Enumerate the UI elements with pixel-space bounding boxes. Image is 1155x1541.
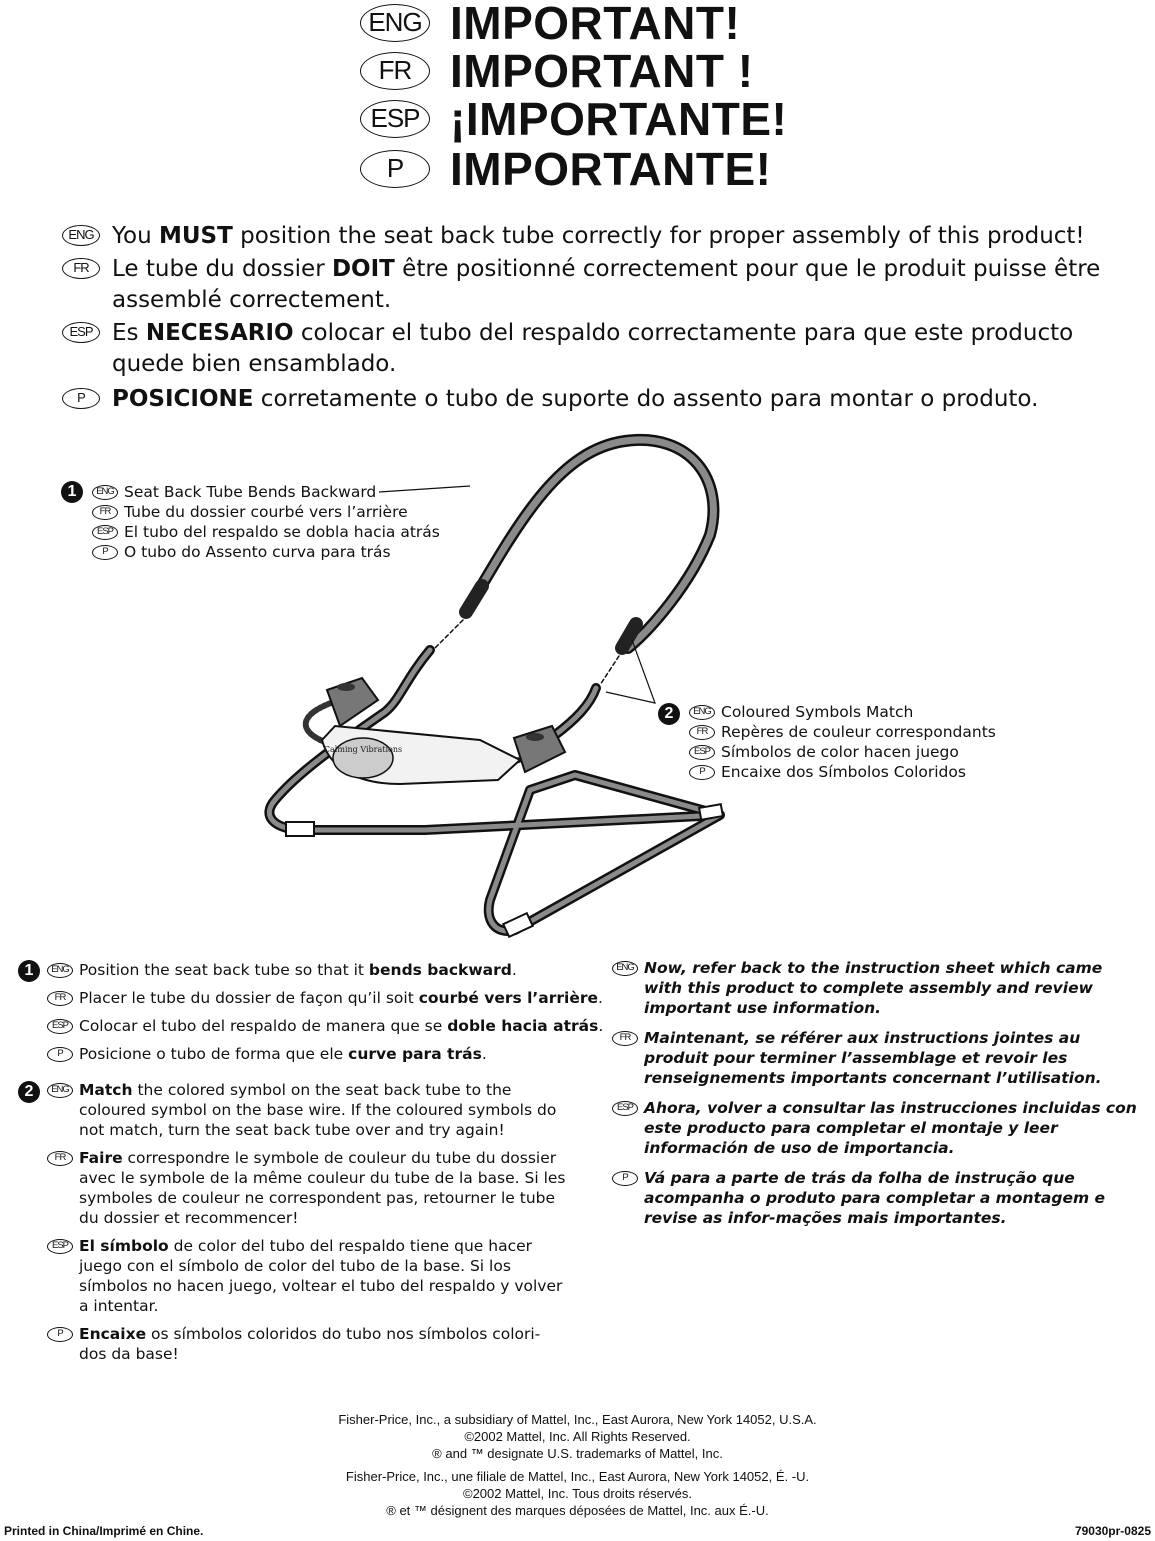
step2-eng: [47, 1080, 567, 1140]
lang-badge-p: P: [47, 1047, 73, 1062]
lang-badge-eng: ENG: [689, 705, 715, 720]
intro-text-bold: NECESARIO: [145, 320, 294, 346]
intro-text-pre: Le tube du dossier: [112, 256, 332, 282]
footer-line: ©2002 Mattel, Inc. Tous droits réservés.: [463, 1486, 692, 1501]
intro-text-pre: Es: [112, 320, 146, 346]
lang-badge-fr: FR: [47, 991, 73, 1006]
foot-cap-right: [699, 804, 723, 820]
callout2-fr: [689, 722, 1019, 742]
header-title: IMPORTANT!: [450, 0, 741, 49]
footer-line: ® et ™ désignent des marques déposées de Mattel, Inc. aux É.-U.: [386, 1503, 769, 1518]
intro-esp: [62, 318, 1122, 380]
insertion-arrow-right: [600, 656, 619, 685]
lang-badge-p: P: [360, 150, 430, 188]
intro-text: [112, 221, 1122, 252]
callout1-eng: [92, 482, 452, 502]
callout2-p-text: Encaixe dos Símbolos Coloridos: [721, 763, 966, 781]
step2-p-bold: Encaixe: [79, 1325, 147, 1343]
lang-badge-fr: FR: [92, 505, 118, 520]
step2-esp-bold: El símbolo: [79, 1237, 169, 1255]
step1-eng-bold: bends backward: [368, 961, 512, 979]
lang-badge-p: P: [689, 765, 715, 780]
header-line-eng: [360, 0, 741, 49]
step1-p-bold: curve para trás: [348, 1045, 482, 1063]
lang-badge-eng: ENG: [47, 963, 73, 978]
step1-p: [47, 1044, 607, 1064]
step1-fr-pre: Placer le tube du dossier de façon qu’il soit: [79, 989, 419, 1007]
intro-text-post: corretamente o tubo de suporte do assento para montar o produto.: [253, 386, 1039, 412]
lang-badge-fr: FR: [612, 1031, 638, 1046]
intro-eng: [62, 221, 1122, 252]
header-title: IMPORTANTE!: [450, 143, 772, 195]
step2-esp: [47, 1236, 567, 1316]
intro-text-post: colocar el tubo del respaldo correctamente para que este producto quede bien ensamblado.: [112, 320, 1074, 377]
lang-badge-eng: ENG: [92, 485, 118, 500]
note-p: [612, 1168, 1142, 1228]
intro-text: [112, 318, 1122, 380]
step1-esp: [47, 1016, 607, 1036]
callout1-number: 1: [61, 481, 83, 503]
lang-badge-fr: FR: [62, 258, 100, 279]
step2-fr: [47, 1148, 567, 1228]
lang-badge-eng: ENG: [62, 225, 100, 246]
callout1-p-text: O tubo do Assento curva para trás: [124, 543, 391, 561]
footer-line: Fisher-Price, Inc., a subsidiary of Mattel, Inc., East Aurora, New York 14052, U.S.A.: [338, 1412, 817, 1427]
lang-badge-esp: ESP: [62, 322, 100, 343]
step1-esp-bold: doble hacia atrás: [447, 1017, 599, 1035]
note-p-text: Vá para a parte de trás da folha de instrução que acompanha o produto para completar a montagem e revise as infor-mações mais importantes.: [644, 1169, 1106, 1227]
lang-badge-fr: FR: [47, 1151, 73, 1166]
hub-right-slot: [526, 733, 544, 741]
callout2-eng-text: Coloured Symbols Match: [721, 703, 914, 721]
intro-text-post: être positionné correctement pour que le produit puisse être assemblé correctement.: [112, 256, 1101, 313]
footer-french: [0, 1468, 1155, 1519]
intro-fr: [62, 254, 1122, 316]
lang-badge-eng: ENG: [612, 961, 638, 976]
intro-text: [112, 384, 1122, 415]
step1-esp-post: .: [598, 1017, 604, 1035]
vibration-dial: [333, 738, 393, 778]
step1-p-post: .: [481, 1045, 487, 1063]
step1-number: 1: [18, 960, 40, 982]
lang-badge-esp: ESP: [47, 1019, 73, 1034]
step2-p: [47, 1324, 567, 1364]
lang-badge-esp: ESP: [689, 745, 715, 760]
intro-text-post: position the seat back tube correctly for proper assembly of this product!: [232, 223, 1085, 249]
callout2-esp: [689, 742, 1019, 762]
lang-badge-fr: FR: [360, 52, 430, 90]
lang-badge-p: P: [92, 545, 118, 560]
step2: [47, 1080, 567, 1372]
step1-esp-pre: Colocar el tubo del respaldo de manera que se: [79, 1017, 448, 1035]
step1-fr-bold: courbé vers l’arrière: [418, 989, 599, 1007]
callout1: [92, 482, 452, 562]
lang-badge-p: P: [62, 388, 100, 409]
footer-english: [0, 1411, 1155, 1462]
step2-p-post: os símbolos coloridos do tubo nos símbolos colori-dos da base!: [79, 1325, 541, 1363]
note-fr: [612, 1028, 1142, 1088]
callout1-esp: [92, 522, 452, 542]
callout1-fr: [92, 502, 452, 522]
intro-text-bold: DOIT: [331, 256, 395, 282]
callout2-eng: [689, 702, 1019, 722]
callout1-fr-text: Tube du dossier courbé vers l’arrière: [124, 503, 408, 521]
callout1-p: [92, 542, 452, 562]
header-title: IMPORTANT !: [450, 45, 754, 97]
lang-badge-esp: ESP: [360, 100, 430, 138]
hub-left-slot: [337, 683, 355, 691]
lang-badge-esp: ESP: [47, 1239, 73, 1254]
lang-badge-fr: FR: [689, 725, 715, 740]
header-line-fr: [360, 45, 754, 97]
intro-text-bold: POSICIONE: [112, 386, 254, 412]
step2-eng-post: the colored symbol on the seat back tube to the coloured symbol on the base wire. If the coloured symbols do not match, turn the seat back tube over and try again!: [79, 1081, 557, 1139]
step1-fr-post: .: [598, 989, 603, 1007]
lang-badge-p: P: [612, 1171, 638, 1186]
lang-badge-eng: ENG: [360, 4, 430, 42]
step1-eng-pre: Position the seat back tube so that it: [79, 961, 369, 979]
header-line-p: [360, 143, 772, 195]
document-code: 79030pr-0825: [1074, 1524, 1151, 1538]
note-esp-text: Ahora, volver a consultar las instrucciones incluidas con este producto para completar el montaje y leer información de uso de importancia.: [644, 1099, 1137, 1157]
footer-line: ©2002 Mattel, Inc. All Rights Reserved.: [464, 1429, 691, 1444]
intro-p: [62, 384, 1122, 415]
note-esp: [612, 1098, 1142, 1158]
foot-cap-bottom: [503, 913, 532, 937]
note-eng-text: Now, refer back to the instruction sheet which came with this product to complete assembly and review important use information.: [644, 959, 1103, 1017]
tube-end-left: [466, 586, 482, 612]
note-eng: [612, 958, 1142, 1018]
callout1-esp-text: El tubo del respaldo se dobla hacia atrás: [124, 523, 440, 541]
step2-number: 2: [18, 1081, 40, 1103]
note-fr-text: Maintenant, se référer aux instructions jointes au produit pour terminer l’assemblage et revoir les renseignements importants concernant l’utilisation.: [644, 1029, 1102, 1087]
lang-badge-esp: ESP: [612, 1101, 638, 1116]
step1: [47, 960, 607, 1072]
callout1-eng-text: Seat Back Tube Bends Backward: [124, 483, 377, 501]
intro-text: [112, 254, 1122, 316]
lang-badge-p: P: [47, 1327, 73, 1342]
step2-fr-bold: Faire: [79, 1149, 123, 1167]
printed-in: Printed in China/Imprimé en Chine.: [4, 1524, 204, 1538]
step1-eng: [47, 960, 607, 980]
intro-text-pre: You: [112, 223, 159, 249]
callout2-fr-text: Repères de couleur correspondants: [721, 723, 996, 741]
header-title: ¡IMPORTANTE!: [450, 93, 788, 145]
lang-badge-esp: ESP: [92, 525, 118, 540]
foot-cap-left: [286, 822, 314, 836]
lang-badge-eng: ENG: [47, 1083, 73, 1098]
seat-back-tube-inner: [472, 440, 713, 648]
intro-text-bold: MUST: [158, 223, 233, 249]
callout2: [689, 702, 1019, 782]
footer-line: Fisher-Price, Inc., une filiale de Mattel, Inc., East Aurora, New York 14052, É. -U.: [345, 1469, 810, 1484]
step2-esp-post: de color del tubo del respaldo tiene que hacer juego con el símbolo de color del tubo de la base. Si los símbolos no hacen juego, voltear el tubo del respaldo y volver a intentar.: [79, 1237, 563, 1315]
step1-p-pre: Posicione o tubo de forma que ele: [79, 1045, 349, 1063]
vibration-unit-label: Calming Vibrations: [323, 745, 403, 754]
completion-notes: [612, 958, 1142, 1238]
step1-fr: [47, 988, 607, 1008]
footer-line: ® and ™ designate U.S. trademarks of Mattel, Inc.: [432, 1446, 723, 1461]
step1-eng-post: .: [511, 961, 517, 979]
callout2-number: 2: [658, 703, 680, 725]
callout2-esp-text: Símbolos de color hacen juego: [721, 743, 959, 761]
step2-eng-bold: Match: [79, 1081, 133, 1099]
header-line-esp: [360, 93, 788, 145]
step2-fr-post: correspondre le symbole de couleur du tube du dossier avec le symbole de la même couleur du tube de la base. Si les symboles de couleur ne correspondent pas, retourner le tube du dossier et recommencer!: [79, 1149, 566, 1227]
callout2-p: [689, 762, 1019, 782]
